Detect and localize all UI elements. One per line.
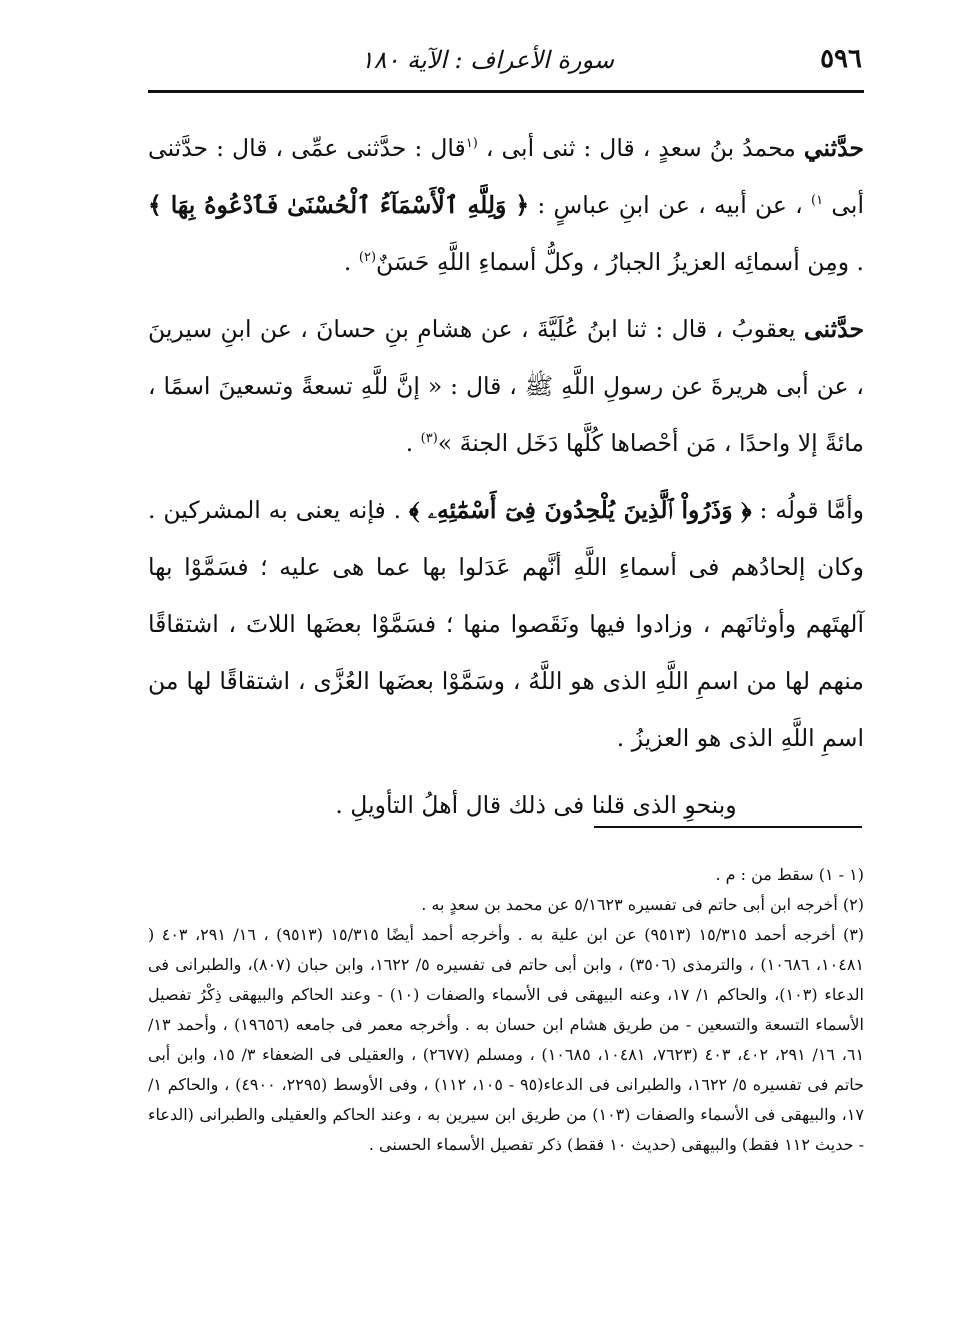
footnote-marker-3: (٣) (420, 431, 438, 447)
footnotes (148, 860, 864, 1160)
paragraph-1 (148, 120, 864, 291)
paragraph-3-text-a: وأمَّا قولُه : (751, 496, 864, 524)
footnote-2: (٢) أخرجه ابن أبى حاتم فى تفسيره ٥/١٦٢٣ عن محمد بن سعدٍ به . (421, 895, 864, 914)
paragraph-2-text-a: يعقوبُ ، قال : ثنا ابنُ عُلَيَّةَ ، عن هشامِ بنِ حسانَ ، عن ابنِ سيرينَ ، عن أبى هريرةَ عن رسولِ اللَّهِ ﷺ ، قال : « إنَّ للَّهِ تسعةً وتسعينَ اسمًا ، مائةً إلا واحدًا ، مَن أحْصاها كُلَّها دَخَل الجنةَ » (148, 315, 864, 457)
paragraph-2-text-b: . (405, 429, 421, 457)
page-number: ٥٩٦ (820, 44, 862, 74)
footnote-marker-1-open: (١ (465, 136, 478, 152)
paragraph-1-text-d: . ومِن أسمائِه العزيزُ الجبارُ ، وكلُّ أسماءِ اللَّهِ حَسَنٌ (376, 248, 864, 276)
main-text (148, 120, 864, 834)
footnote-divider (594, 826, 862, 828)
footnote-marker-2: (٢) (358, 250, 377, 266)
paragraph-3 (148, 482, 864, 767)
paragraph-1-text-b: قال : حدَّثنى عمِّى ، قال : حدَّثنى أبى (148, 134, 864, 219)
paragraph-3-text-b: . فإنه يعنى به المشركين . وكان إلحادُهم فى أسماءِ اللَّهِ أنَّهم عَدَلوا بها عما هى عليه ؛ فسَمَّوْا بها آلهتَهم وأوثانَهم ، وزادوا فيها ونَقَصوا منها ؛ فسَمَّوْا بعضَها اللاتَ ، اشتقاقًا منهم لها من اسمِ اللَّهِ الذى هو اللَّهُ ، وسَمَّوْا بعضَها العُزَّى ، اشتقاقًا لها من اسمِ اللَّهِ الذى هو العزيزُ . (148, 496, 864, 752)
page-header (148, 40, 864, 93)
footnote-3: (٣) أخرجه أحمد ١٥/٣١٥ (٩٥١٣) عن ابن علية به . وأخرجه أحمد أيضًا ١٥/٣١٥ (٩٥١٣) ، ١٦/ ٢٩١، ٤٠٣ ( ١٠٤٨١، ١٠٦٨٦) ، والترمذى (٣٥٠٦) ، وابن أبى حاتم فى تفسيره ٥/ ١٦٢٢، وابن حبان (٨٠٧)، والطبرانى فى الدعاء (١٠٣)، والحاكم ١/ ١٧، وعنه البيهقى فى الأسماء والصفات (١٠) - وعند الحاكم والبيهقى ذِكْرُ تفصيل الأسماء التسعة والتسعين - من طريق هشام ابن حسان به . وأخرجه معمر فى جامعه (١٩٦٥٦) ، وأحمد ١٣/ ٦١، ١٦/ ٢٩١، ٤٠٢، ٤٠٣ (٧٦٢٣، ١٠٤٨١، ١٠٦٨٥) ، ومسلم (٢٦٧٧) ، والعقيلى فى الضعفاء ٣/ ١٥، وابن أبى حاتم فى تفسيره ٥/ ١٦٢٢، والطبرانى فى الدعاء(٩٥ - ١٠٥، ١١٢) ، وفى الأوسط (٢٢٩٥، ٤٩٠٠) ، والحاكم ١/ ١٧، والبيهقى فى الأسماء والصفات (١٠٣) من طريق ابن سيرين به ، وعند الحاكم والعقيلى والطبرانى (الدعاء - حديث ١١٢ فقط) والبيهقى (حديث ١٠ فقط) ذكر تفصيل الأسماء الحسنى . (148, 925, 865, 1154)
footnote-marker-1-close: ١) (811, 193, 824, 209)
quran-verse-2: ﴿ وَذَرُواْ ٱلَّذِينَ يُلْحِدُونَ فِىٓ أَسْمَٰٓئِهِۦ ﴾ (409, 496, 752, 524)
paragraph-4: وبنحوِ الذى قلنا فى ذلك قال أهلُ التأويلِ . (335, 791, 737, 819)
paragraph-1-text-a: محمدُ بنُ سعدٍ ، قال : ثنى أبى ، (477, 134, 796, 162)
paragraph-1-lead: حدَّثني (803, 134, 864, 162)
running-title: سورة الأعراف : الآية ١٨٠ (360, 46, 614, 74)
paragraph-2 (148, 301, 864, 472)
paragraph-1-text-e: . (343, 248, 359, 276)
quran-verse-1: ﴿ وَلِلَّهِ ٱلْأَسْمَآءُ ٱلْحُسْنَىٰ فَٱدْعُوهُ بِهَا ﴾ (148, 191, 530, 219)
paragraph-1-text-c: ، عن أبيه ، عن ابنِ عباسٍ : (529, 191, 803, 219)
footnote-1: (١ - ١) سقط من : م . (715, 865, 864, 884)
paragraph-2-lead: حدَّثنى (803, 315, 864, 343)
